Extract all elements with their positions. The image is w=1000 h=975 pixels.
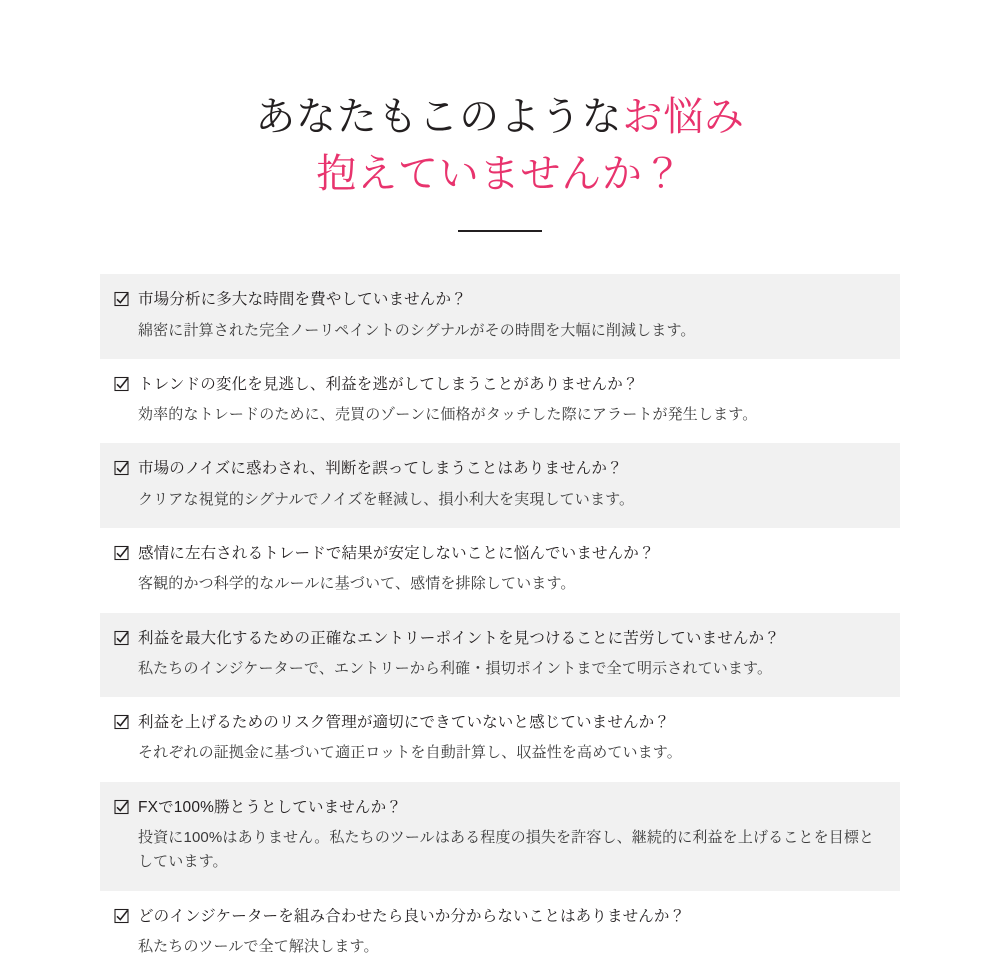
page-title-line-2: 抱えていませんか？ bbox=[316, 151, 684, 196]
title-divider-wrapper bbox=[0, 230, 1000, 232]
list-item bbox=[100, 359, 900, 444]
answer-text: それぞれの証拠金に基づいて適正ロットを自動計算し、収益性を高めています。 bbox=[138, 744, 682, 762]
list-item bbox=[100, 782, 900, 891]
question-row bbox=[114, 627, 882, 650]
page-title-accent-text: お悩み bbox=[622, 94, 745, 139]
list-item bbox=[100, 891, 900, 975]
checkbox-checked-icon bbox=[114, 376, 130, 392]
landing-section bbox=[0, 27, 1000, 973]
answer-text: 客観的かつ科学的なルールに基づいて、感情を排除しています。 bbox=[138, 575, 576, 593]
checkbox-checked-icon bbox=[114, 545, 130, 561]
concern-list bbox=[100, 274, 900, 975]
question-text: FXで100%勝とうとしていませんか？ bbox=[138, 798, 402, 816]
title-divider bbox=[458, 230, 542, 232]
list-item bbox=[100, 697, 900, 782]
checkbox-checked-icon bbox=[114, 630, 130, 646]
checkbox-checked-icon bbox=[114, 908, 130, 924]
page-title-line-1 bbox=[0, 89, 1000, 146]
list-item bbox=[100, 613, 900, 698]
answer-text: 投資に100%はありません。私たちのツールはある程度の損失を許容し、継続的に利益を上げることを目標としています。 bbox=[138, 828, 875, 871]
answer-text: 私たちのインジケーターで、エントリーから利確・損切ポイントまで全て明示されています。 bbox=[138, 659, 773, 677]
question-text: 市場分析に多大な時間を費やしていませんか？ bbox=[138, 291, 467, 309]
question-row bbox=[114, 457, 882, 480]
question-text: 市場のノイズに惑わされ、判断を誤ってしまうことはありませんか？ bbox=[138, 460, 623, 478]
list-item bbox=[100, 274, 900, 359]
page-title bbox=[0, 27, 1000, 203]
checkbox-checked-icon bbox=[114, 799, 130, 815]
question-text: 利益を最大化するための正確なエントリーポイントを見つけることに苦労していませんか？ bbox=[138, 629, 780, 647]
answer-text: 私たちのツールで全て解決します。 bbox=[138, 937, 379, 955]
question-text: 利益を上げるためのリスク管理が適切にできていないと感じていませんか？ bbox=[138, 714, 670, 732]
question-text: 感情に左右されるトレードで結果が安定しないことに悩んでいませんか？ bbox=[138, 545, 655, 563]
list-item bbox=[100, 443, 900, 528]
question-text: どのインジケーターを組み合わせたら良いか分からないことはありませんか？ bbox=[138, 907, 686, 925]
question-row bbox=[114, 905, 882, 928]
checkbox-checked-icon bbox=[114, 714, 130, 730]
question-row bbox=[114, 796, 882, 819]
question-text: トレンドの変化を見逃し、利益を逃がしてしまうことがありませんか？ bbox=[138, 375, 639, 393]
answer-text: 綿密に計算された完全ノーリペイントのシグナルがその時間を大幅に削減します。 bbox=[138, 321, 696, 339]
checkbox-checked-icon bbox=[114, 291, 130, 307]
page-title-plain-text: あなたもこのような bbox=[255, 94, 623, 139]
checkbox-checked-icon bbox=[114, 460, 130, 476]
list-item bbox=[100, 528, 900, 613]
question-row bbox=[114, 288, 882, 311]
question-row bbox=[114, 711, 882, 734]
question-row bbox=[114, 373, 882, 396]
answer-text: 効率的なトレードのために、売買のゾーンに価格がタッチした際にアラートが発生します。 bbox=[138, 406, 758, 424]
question-row bbox=[114, 542, 882, 565]
answer-text: クリアな視覚的シグナルでノイズを軽減し、損小利大を実現しています。 bbox=[138, 490, 635, 508]
